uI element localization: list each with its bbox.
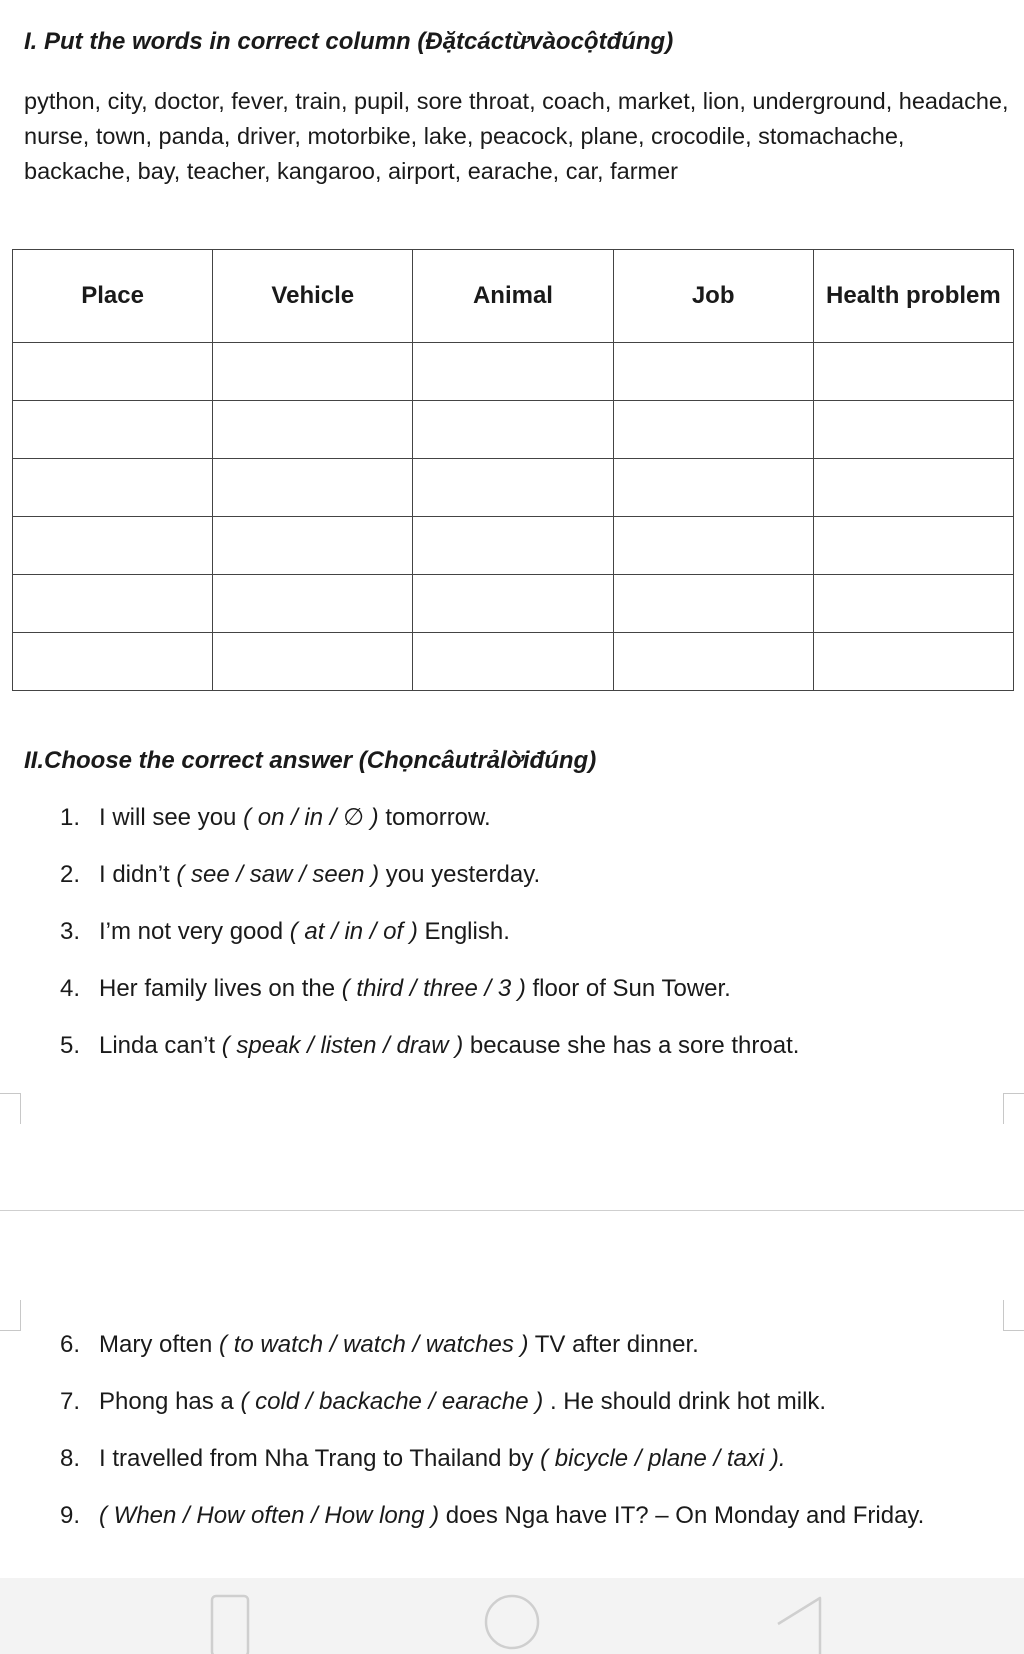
table-cell[interactable] — [813, 343, 1013, 401]
question-item — [60, 1498, 924, 1534]
header-vehicle: Vehicle — [213, 250, 413, 343]
section-2-title: II.Choose the correct answer (Chọncâutrảlờiđúng) — [24, 747, 597, 774]
back-icon[interactable] — [770, 1584, 830, 1654]
header-job: Job — [613, 250, 813, 343]
question-text — [99, 1327, 924, 1363]
question-ending: because she has a sore throat. — [463, 1032, 800, 1059]
table-row — [13, 633, 1014, 691]
question-text — [99, 914, 799, 950]
question-stem: Mary often — [99, 1331, 220, 1358]
table-cell[interactable] — [613, 401, 813, 459]
recent-apps-icon[interactable] — [205, 1584, 255, 1654]
table-header-row — [13, 250, 1014, 343]
word-column-table — [12, 249, 1014, 691]
question-text — [99, 1441, 924, 1477]
table-cell[interactable] — [413, 343, 613, 401]
table-cell[interactable] — [213, 401, 413, 459]
question-text — [99, 1028, 799, 1064]
page-corner-mark — [1003, 1300, 1024, 1331]
question-stem: Linda can’t — [99, 1032, 222, 1059]
table-row — [13, 459, 1014, 517]
answer-options[interactable]: ( speak / listen / draw ) — [221, 1032, 464, 1059]
navigation-bar — [0, 1578, 1024, 1654]
question-stem: I didn’t — [99, 861, 177, 888]
header-health-problem: Health problem — [813, 250, 1013, 343]
answer-options[interactable]: ( third / three / 3 ) — [341, 975, 526, 1002]
page-corner-mark — [0, 1093, 21, 1124]
table-cell[interactable] — [13, 459, 213, 517]
question-number: 5. — [60, 1032, 81, 1059]
question-item — [60, 971, 799, 1007]
question-ending: floor of Sun Tower. — [525, 975, 731, 1002]
question-item — [60, 1327, 924, 1363]
table-cell[interactable] — [813, 575, 1013, 633]
answer-options[interactable]: ( When / How often / How long ) — [99, 1502, 440, 1529]
table-row — [13, 575, 1014, 633]
answer-options[interactable]: ( at / in / of ) — [289, 918, 418, 945]
question-stem: I travelled from Nha Trang to Thailand by — [99, 1445, 541, 1472]
table-cell[interactable] — [13, 401, 213, 459]
table-cell[interactable] — [813, 633, 1013, 691]
table-cell[interactable] — [813, 459, 1013, 517]
table-cell[interactable] — [213, 459, 413, 517]
table-cell[interactable] — [13, 633, 213, 691]
table-cell[interactable] — [813, 401, 1013, 459]
table-cell[interactable] — [613, 575, 813, 633]
header-animal: Animal — [413, 250, 613, 343]
table-cell[interactable] — [613, 633, 813, 691]
table-cell[interactable] — [613, 343, 813, 401]
answer-options[interactable]: ( cold / backache / earache ) — [240, 1388, 544, 1415]
table-cell[interactable] — [613, 459, 813, 517]
table-cell[interactable] — [13, 575, 213, 633]
question-number: 4. — [60, 975, 81, 1002]
question-number: 7. — [60, 1388, 81, 1415]
question-stem: Her family lives on the — [99, 975, 342, 1002]
question-list — [60, 800, 799, 1085]
page-divider — [0, 1210, 1024, 1211]
question-item — [60, 1384, 924, 1420]
question-stem: I will see you — [99, 804, 244, 831]
table-cell[interactable] — [13, 343, 213, 401]
table-cell[interactable] — [213, 575, 413, 633]
page-corner-mark — [1003, 1093, 1024, 1124]
question-stem: Phong has a — [99, 1388, 241, 1415]
table-row — [13, 517, 1014, 575]
section-1-title: I. Put the words in correct column (Đặtcáctừvàocộtđúng) — [24, 28, 674, 55]
question-number: 8. — [60, 1445, 81, 1472]
table-cell[interactable] — [413, 401, 613, 459]
question-text — [99, 1384, 924, 1420]
question-item — [60, 914, 799, 950]
answer-options[interactable]: ( to watch / watch / watches ) — [219, 1331, 529, 1358]
question-ending: tomorrow. — [378, 804, 491, 831]
table-cell[interactable] — [213, 517, 413, 575]
question-item — [60, 1441, 924, 1477]
question-ending: . He should drink hot milk. — [543, 1388, 827, 1415]
question-item — [60, 1028, 799, 1064]
table-cell[interactable] — [613, 517, 813, 575]
question-number: 9. — [60, 1502, 81, 1529]
table-row — [13, 401, 1014, 459]
page-corner-mark — [0, 1300, 21, 1331]
table-cell[interactable] — [413, 633, 613, 691]
word-list: python, city, doctor, fever, train, pupil, sore throat, coach, market, lion, underground, headache, nurse, town, panda, driver, motorbike, lake, peacock, plane, crocodile, stomachache, backache, bay, teacher, kangaroo, airport, earache, car, farmer — [24, 88, 1009, 184]
question-text — [99, 971, 799, 1007]
table-cell[interactable] — [413, 459, 613, 517]
question-ending: does Nga have IT? – On Monday and Friday. — [439, 1502, 925, 1529]
header-place: Place — [13, 250, 213, 343]
question-text — [99, 800, 799, 836]
question-number: 1. — [60, 804, 81, 831]
question-stem: I’m not very good — [99, 918, 290, 945]
question-number: 2. — [60, 861, 81, 888]
table-cell[interactable] — [813, 517, 1013, 575]
answer-options[interactable]: ( on / in / ∅ ) — [243, 804, 379, 831]
home-icon[interactable] — [482, 1582, 542, 1654]
table-cell[interactable] — [213, 633, 413, 691]
answer-options[interactable]: ( bicycle / plane / taxi ). — [540, 1445, 786, 1472]
table-row — [13, 343, 1014, 401]
question-text — [99, 857, 799, 893]
question-ending: TV after dinner. — [528, 1331, 699, 1358]
question-number: 3. — [60, 918, 81, 945]
question-ending: English. — [417, 918, 510, 945]
table-cell[interactable] — [13, 517, 213, 575]
table-cell[interactable] — [213, 343, 413, 401]
question-list — [60, 1327, 924, 1555]
table-cell[interactable] — [413, 517, 613, 575]
question-ending: you yesterday. — [379, 861, 541, 888]
answer-options[interactable]: ( see / saw / seen ) — [176, 861, 380, 888]
question-item — [60, 800, 799, 836]
table-cell[interactable] — [413, 575, 613, 633]
question-item — [60, 857, 799, 893]
question-number: 6. — [60, 1331, 81, 1358]
question-text — [99, 1498, 924, 1534]
